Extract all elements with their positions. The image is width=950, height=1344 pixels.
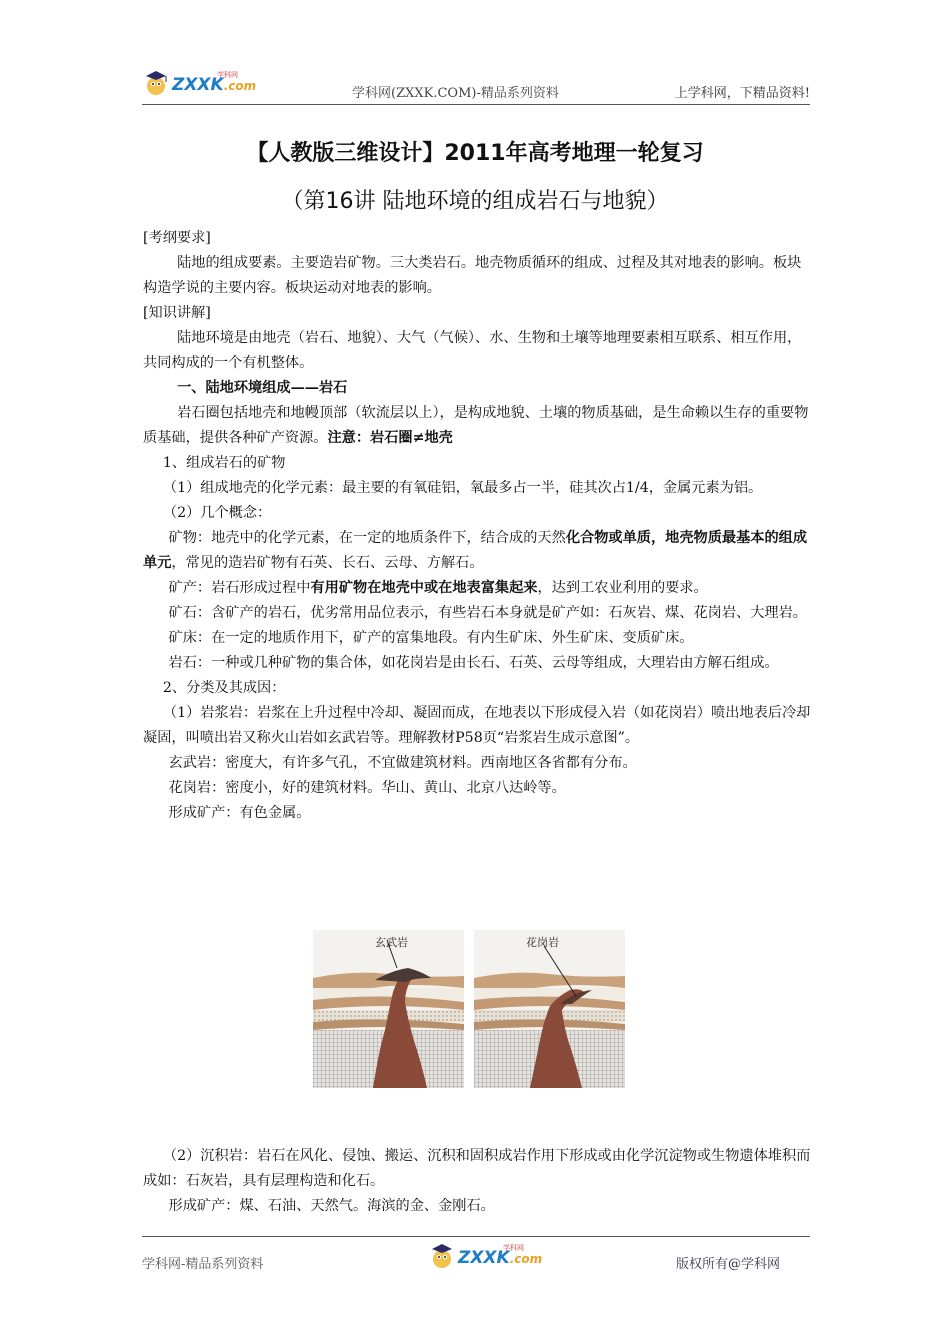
page-subtitle: （第16讲 陆地环境的组成岩石与地貌） <box>281 189 669 214</box>
igneous-rock-paragraph: （1）岩浆岩：岩浆在上升过程中冷却、凝固而成，在地表以下形成侵入岩（如花岗岩）喷出地表后冷却凝固，叫喷出岩又称火山岩如玄武岩等。理解教材P58页“岩浆岩生成示意图”。 <box>143 705 811 746</box>
ore-paragraph: 矿石：含矿产的岩石，优劣常用品位表示，有些岩石本身就是矿产如：石灰岩、煤、花岗岩、大理岩。 <box>168 605 807 621</box>
document-body-continued <box>143 1144 811 1219</box>
section-1-heading: 一、陆地环境组成——岩石 <box>177 380 348 396</box>
mineral-deposit-text-c: ，达到工农业利用的要求。 <box>537 580 708 596</box>
rock-paragraph: 岩石：一种或几种矿物的集合体，如花岗岩是由长石、石英、云母等组成，大理岩由方解石组成。 <box>168 655 779 671</box>
logo-suffix: .com <box>223 79 257 93</box>
granite-label: 花岗岩 <box>526 936 559 949</box>
page-title: 【人教版三维设计】2011年高考地理一轮复习 <box>246 141 704 166</box>
lithosphere-note: 注意：岩石圈≠地壳 <box>327 430 453 446</box>
zxxk-logo <box>142 66 257 100</box>
mineral-deposit-text-a: 矿产：岩石形成过程中 <box>168 580 311 596</box>
footer-logo-suffix: .com <box>509 1252 543 1266</box>
concepts-heading: （2）几个概念： <box>162 505 272 521</box>
intro-paragraph: 陆地环境是由地壳（岩石、地貌）、大气（气候）、水、生物和土壤等地理要素相互联系、相互作用，共同构成的一个有机整体。 <box>143 330 802 371</box>
footer-logo-text: ZXXK <box>458 1248 510 1268</box>
kaogang-heading: [考纲要求] <box>143 230 211 246</box>
granite-panel <box>474 930 625 1088</box>
mineral-text-c: ，常见的造岩矿物有石英、长石、云母、方解石。 <box>171 555 484 571</box>
mascot-icon <box>142 66 176 100</box>
document-body <box>143 226 811 826</box>
lithosphere-paragraph <box>143 401 811 451</box>
igneous-rock-diagram <box>313 930 625 1088</box>
header-right-text: 上学科网，下精品资料! <box>674 86 810 101</box>
mineral-deposit-text-b: 有用矿物在地壳中或在地表富集起来 <box>310 580 538 596</box>
sedimentary-rock-paragraph: （2）沉积岩：岩石在风化、侵蚀、搬运、沉积和固积成岩作用下形成或由化学沉淀物或生物遗体堆积而成如：石灰岩，具有层理构造和化石。 <box>143 1148 811 1189</box>
footer-right-text: 版权所有@学科网 <box>675 1257 780 1272</box>
mineral-text-a: 矿物：地壳中的化学元素，在一定的地质条件下，结合成的天然 <box>168 530 566 546</box>
basalt-illustration <box>313 930 464 1088</box>
zhishi-heading: [知识讲解] <box>143 305 211 321</box>
mineral-deposit-paragraph <box>143 576 811 601</box>
chemical-elements-paragraph: （1）组成地壳的化学元素：最主要的有氧硅铝，氧最多占一半，硅其次占1/4，金属元素为铝。 <box>162 480 763 496</box>
page-header <box>142 66 810 105</box>
page-footer <box>142 1236 810 1273</box>
granite-paragraph: 花岗岩：密度小，好的建筑材料。华山、黄山、北京八达岭等。 <box>168 780 566 796</box>
basalt-label: 玄武岩 <box>375 936 408 949</box>
footer-left-text: 学科网-精品系列资料 <box>142 1257 264 1272</box>
subsection-1-heading: 1、组成岩石的矿物 <box>162 455 286 471</box>
footer-zxxk-logo <box>428 1239 543 1273</box>
kaogang-text: 陆地的组成要素。主要造岩矿物。三大类岩石。地壳物质循环的组成、过程及其对地表的影响。板块构造学说的主要内容。板块运动对地表的影响。 <box>143 255 802 296</box>
footer-logo-small-text: 学科网 <box>503 1244 524 1252</box>
header-center-text: 学科网(ZXXK.COM)-精品系列资料 <box>352 86 559 101</box>
mineral-paragraph <box>143 526 811 576</box>
logo-small-text: 学科网 <box>217 71 238 79</box>
lithosphere-text: 岩石圈包括地壳和地幔顶部（软流层以上），是构成地貌、土壤的物质基础，是生命赖以生存的重要物质基础，提供各种矿产资源。 <box>143 405 809 446</box>
ore-bed-paragraph: 矿床：在一定的地质作用下，矿产的富集地段。有内生矿床、外生矿床、变质矿床。 <box>168 630 694 646</box>
basalt-paragraph: 玄武岩：密度大，有许多气孔，不宜做建筑材料。西南地区各省都有分布。 <box>168 755 637 771</box>
mineral-text-b: 化合物或单质，地壳物质最基本的组成单元 <box>143 530 808 571</box>
footer-mascot-icon <box>428 1239 462 1273</box>
granite-illustration <box>474 930 625 1088</box>
logo-text: ZXXK <box>172 75 224 95</box>
basalt-panel <box>313 930 464 1088</box>
subsection-2-heading: 2、分类及其成因： <box>162 680 286 696</box>
igneous-minerals-paragraph: 形成矿产：有色金属。 <box>168 805 311 821</box>
sedimentary-minerals-paragraph: 形成矿产：煤、石油、天然气。海滨的金、金刚石。 <box>168 1198 495 1214</box>
